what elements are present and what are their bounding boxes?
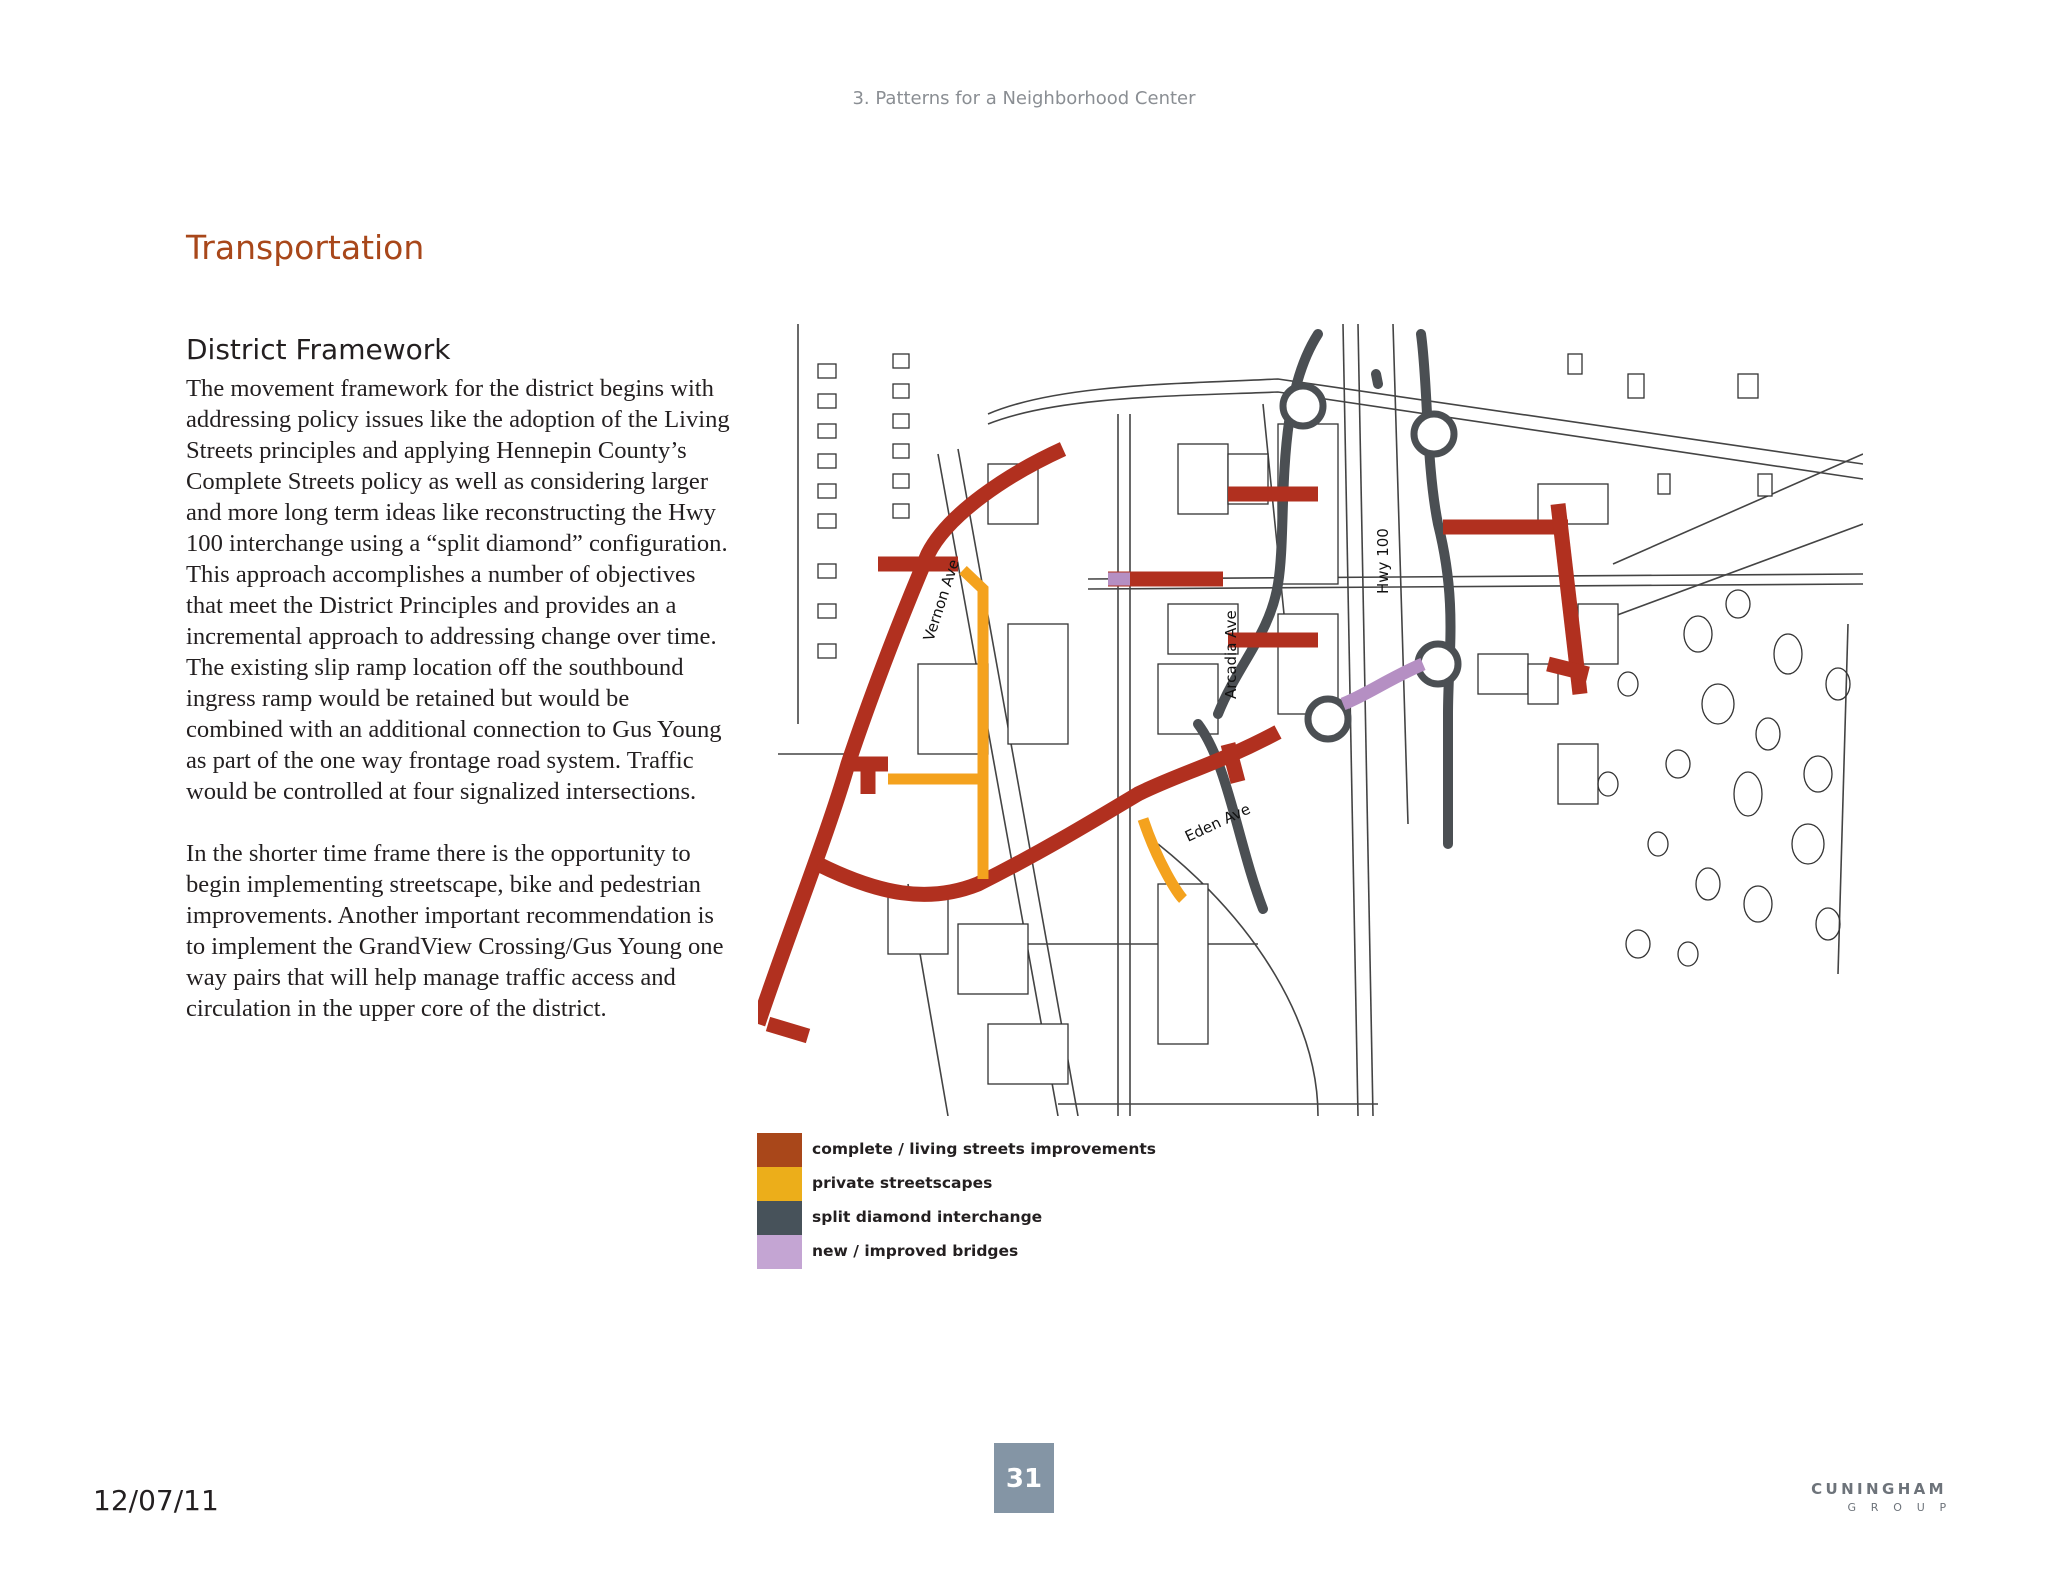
legend-label: private streetscapes <box>812 1174 993 1192</box>
legend-label: new / improved bridges <box>812 1242 1019 1260</box>
legend-swatch-private-streetscapes <box>757 1167 802 1201</box>
body-text <box>186 373 731 1055</box>
legend-label: complete / living streets improvements <box>812 1140 1156 1158</box>
page-number: 31 <box>994 1443 1054 1513</box>
hwy-100-label: Hwy 100 <box>1374 528 1392 594</box>
footer-date: 12/07/11 <box>93 1484 219 1517</box>
logo-bottom-text: GROUP <box>1847 1501 1961 1514</box>
district-framework-map <box>758 324 1863 1116</box>
legend-swatch-complete-streets <box>757 1133 802 1167</box>
legend-label: split diamond interchange <box>812 1208 1043 1226</box>
vernon-ave-label: Vernon Ave <box>919 557 963 644</box>
legend-swatch-bridges <box>757 1235 802 1269</box>
legend-swatch-split-diamond <box>757 1201 802 1235</box>
body-paragraph-2: In the shorter time frame there is the opportunity to begin implementing streetscape, bike and pedestrian improvements. Another important recommendation is to implement the GrandView Crossing/Gus Young one way pairs that will help manage traffic access and circulation in the upper core of the district. <box>186 840 724 1022</box>
logo-top-text: CUNINGHAM <box>1811 1480 1947 1498</box>
body-paragraph-1: The movement framework for the district begins with addressing policy issues like the adoption of the Living Streets principles and applying Hennepin County’s Complete Streets policy as well as considering larger and more long term ideas like reconstructing the Hwy 100 interchange using a “split diamond” configuration. This approach accomplishes a number of objectives that meet the District Principles and provides an a incremental approach to addressing change over time. The existing slip ramp location off the southbound ingress ramp would be retained but would be combined with an additional connection to Gus Young as part of the one way frontage road system. Traffic would be controlled at four signalized intersections. <box>186 375 730 805</box>
subsection-title: District Framework <box>186 333 451 366</box>
arcadia-ave-label: Arcadia Ave <box>1222 610 1240 699</box>
cuningham-group-logo <box>1811 1480 1961 1514</box>
running-head: 3. Patterns for a Neighborhood Center <box>852 88 1196 109</box>
section-title: Transportation <box>186 228 425 267</box>
eden-ave-label: Eden Ave <box>1182 799 1254 846</box>
